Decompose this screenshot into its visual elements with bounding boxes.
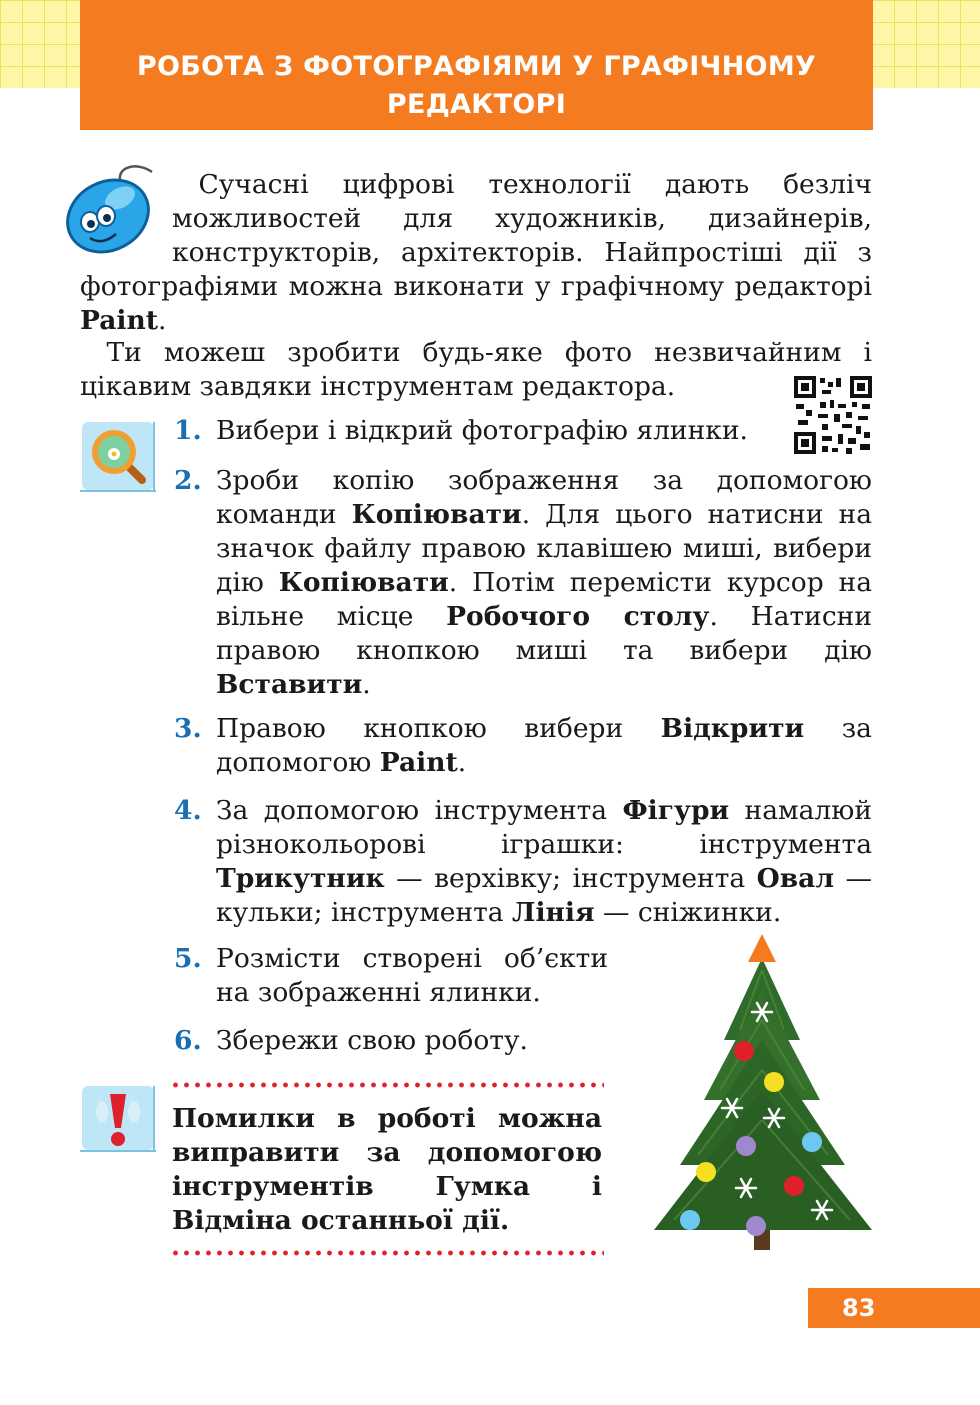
- ornament: [696, 1162, 716, 1182]
- grid-decoration-right: [872, 0, 980, 88]
- dotted-divider-bottom: [170, 1250, 604, 1256]
- intro-bold-paint: Paint: [80, 305, 158, 336]
- christmas-tree-image: [650, 930, 880, 1260]
- ornament: [734, 1041, 754, 1061]
- ornament: [680, 1210, 700, 1230]
- page-title-line-1: РОБОТА З ФОТОГРАФІЯМИ У ГРАФІЧНОМУ: [136, 51, 817, 82]
- ornament: [802, 1132, 822, 1152]
- intro-paragraph-2: [80, 336, 872, 404]
- ornament: [784, 1176, 804, 1196]
- intro-paragraph-1: Сучасні цифрові технології дають безліч можливостей для художників, дизайнерів, конструкторів, архітекторів. Найпростіші дії з фотографіями можна виконати у графічному редакторі Paint.: [80, 169, 872, 336]
- page-title: [80, 0, 873, 130]
- ornament: [764, 1072, 784, 1092]
- exclamation-icon: [80, 1084, 156, 1154]
- note-text: Помилки в роботі можна виправити за допомогою інструментів Гумка і Відміна останньої дії.: [172, 1103, 602, 1236]
- intro-text-2: Ти можеш зробити будь-яке фото незвичайним і цікавим завдяки інструментам редактора.: [80, 337, 872, 402]
- intro-text-1: Сучасні цифрові технології дають безліч можливостей для художників, дизайнерів, конструкторів, архітекторів. Найпростіші дії з фотографіями можна виконати у графічному редакторі: [80, 169, 872, 302]
- ornament: [746, 1216, 766, 1236]
- magnifier-icon: [80, 420, 156, 494]
- dotted-divider-top: [170, 1082, 604, 1088]
- grid-decoration-left: [0, 0, 80, 88]
- ornament: [736, 1136, 756, 1156]
- page-number: 83: [808, 1288, 980, 1328]
- tree-top-triangle: [748, 934, 776, 962]
- page-title-line-2: РЕДАКТОРІ: [386, 89, 567, 120]
